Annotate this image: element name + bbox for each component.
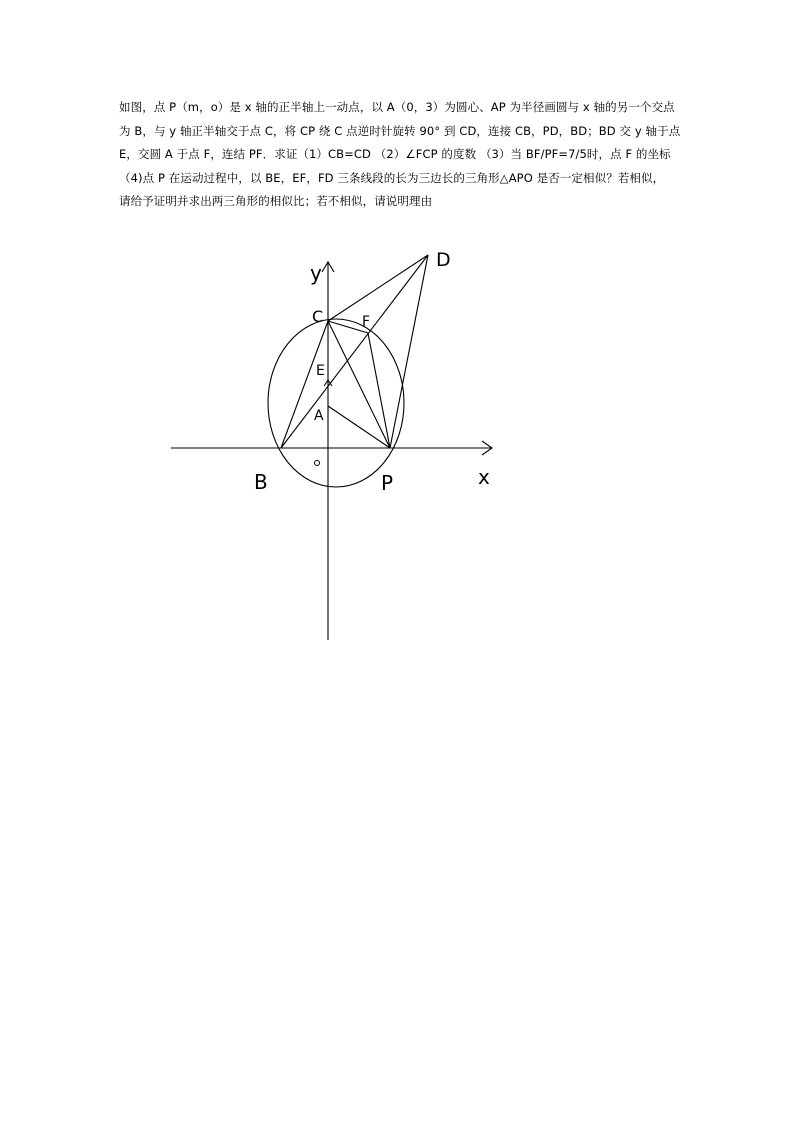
label-e: E — [316, 363, 325, 379]
problem-line: E，交圆 A 于点 F，连结 PF．求证（1）CB=CD （2）∠FCP 的度数 （3）当 BF/PF=7/5时，点 F 的坐标 — [119, 147, 671, 161]
origin-mark — [315, 461, 320, 466]
label-o: o — [312, 467, 313, 468]
problem-line: 为 B，与 y 轴正半轴交于点 C，将 CP 绕 C 点逆时针旋转 90° 到 CD，连接 CB，PD，BD；BD 交 y 轴于点 — [119, 123, 681, 138]
problem-line: （4)点 P 在运动过程中，以 BE，EF，FD 三条线段的长为三边长的三角形△APO 是否一定相似？若相似， — [119, 170, 665, 185]
segment-ap — [328, 406, 390, 448]
problem-line: 请给予证明并求出两三角形的相似比；若不相似，请说明理由 — [119, 194, 433, 208]
segment-pf — [368, 333, 390, 448]
label-y-axis: y — [310, 261, 322, 285]
label-x-axis: x — [478, 465, 490, 489]
segment-cd — [328, 255, 428, 321]
label-b: B — [254, 470, 268, 494]
segment-cb — [281, 321, 328, 448]
segment-pd — [390, 255, 428, 448]
label-a: A — [314, 408, 324, 424]
label-f: F — [362, 314, 371, 330]
label-c: C — [312, 307, 324, 326]
problem-line: 如图，点 P（m，o）是 x 轴的正半轴上一动点，以 A（0，3）为圆心、AP 为半径画圆与 x 轴的另一个交点 — [119, 100, 675, 114]
segment-bd — [281, 255, 428, 448]
label-d: D — [436, 249, 451, 271]
label-p: P — [381, 471, 394, 495]
circle-a — [268, 319, 404, 487]
